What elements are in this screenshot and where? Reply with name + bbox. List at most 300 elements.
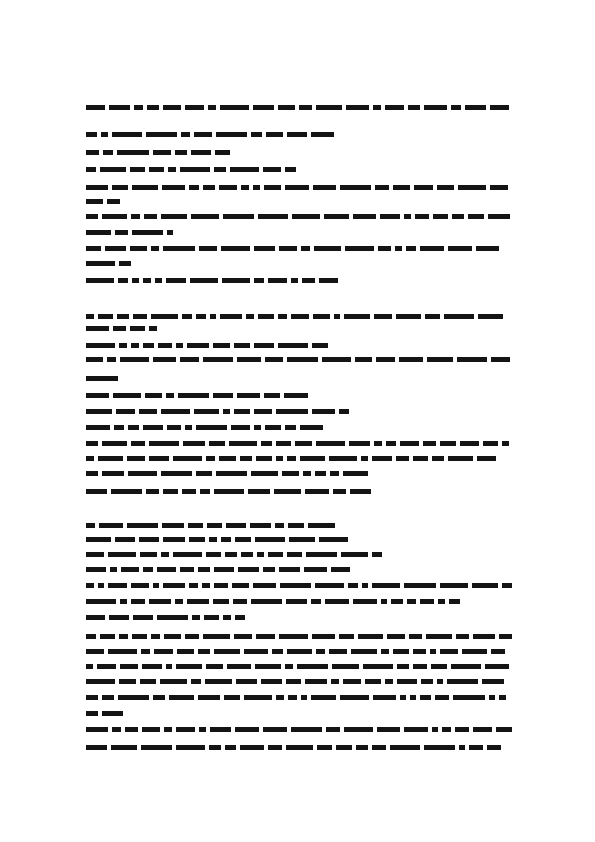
text-word xyxy=(285,167,296,172)
text-word xyxy=(157,615,188,620)
text-word xyxy=(203,185,215,190)
text-word xyxy=(140,552,157,557)
text-word xyxy=(448,456,473,461)
text-line xyxy=(86,710,128,716)
text-line xyxy=(86,694,510,700)
text-word xyxy=(86,199,103,204)
text-word xyxy=(291,314,309,319)
text-word xyxy=(333,489,346,494)
text-word xyxy=(302,278,315,283)
text-word xyxy=(334,314,340,319)
text-word xyxy=(491,649,505,654)
text-line xyxy=(86,470,372,476)
text-word xyxy=(276,441,291,446)
text-line xyxy=(86,392,308,398)
text-word xyxy=(244,649,268,654)
text-word xyxy=(276,409,308,414)
text-word xyxy=(143,567,153,572)
text-word xyxy=(265,357,283,362)
text-word xyxy=(421,679,433,684)
text-word xyxy=(233,599,247,604)
text-word xyxy=(111,489,142,494)
text-line xyxy=(86,424,326,430)
text-word xyxy=(404,727,428,732)
text-word xyxy=(107,199,120,204)
text-word xyxy=(372,552,382,557)
text-word xyxy=(427,357,453,362)
text-word xyxy=(181,132,190,137)
text-word xyxy=(350,489,371,494)
text-word xyxy=(113,326,126,331)
text-line xyxy=(86,648,508,654)
text-word xyxy=(128,471,157,476)
text-word xyxy=(261,679,282,684)
text-word xyxy=(132,278,139,283)
text-word xyxy=(153,695,165,700)
text-word xyxy=(485,664,509,669)
text-word xyxy=(140,679,156,684)
text-word xyxy=(274,489,301,494)
text-word xyxy=(112,132,142,137)
text-line xyxy=(86,663,512,669)
text-word xyxy=(213,393,233,398)
text-word xyxy=(316,105,342,110)
text-line xyxy=(86,455,508,461)
text-word xyxy=(435,695,449,700)
text-word xyxy=(86,214,98,219)
text-word xyxy=(254,409,272,414)
text-word xyxy=(86,393,109,398)
text-word xyxy=(216,471,247,476)
text-word xyxy=(482,679,504,684)
text-word xyxy=(316,441,345,446)
text-word xyxy=(185,105,204,110)
text-word xyxy=(133,314,147,319)
text-word xyxy=(255,664,281,669)
text-word xyxy=(420,599,434,604)
text-word xyxy=(380,214,400,219)
text-word xyxy=(232,583,249,588)
text-word xyxy=(287,456,296,461)
text-word xyxy=(343,679,361,684)
text-word xyxy=(395,246,402,251)
text-word xyxy=(153,150,171,155)
text-word xyxy=(180,357,199,362)
text-word xyxy=(285,185,309,190)
text-word xyxy=(142,727,160,732)
text-word xyxy=(407,599,416,604)
text-word xyxy=(86,246,101,251)
text-word xyxy=(86,261,115,266)
text-word xyxy=(237,393,260,398)
text-word xyxy=(219,185,237,190)
text-word xyxy=(308,523,335,528)
text-word xyxy=(166,278,186,283)
text-word xyxy=(235,615,245,620)
text-word xyxy=(250,523,271,528)
text-word xyxy=(254,425,261,430)
text-word xyxy=(288,695,297,700)
text-word xyxy=(86,664,93,669)
text-word xyxy=(110,567,117,572)
text-word xyxy=(127,456,145,461)
text-word xyxy=(301,695,307,700)
text-word xyxy=(462,649,487,654)
text-word xyxy=(192,615,200,620)
text-word xyxy=(413,649,426,654)
text-word xyxy=(311,695,336,700)
text-word xyxy=(163,246,195,251)
text-line xyxy=(86,440,512,446)
text-word xyxy=(291,278,298,283)
text-word xyxy=(117,314,129,319)
text-word xyxy=(284,393,308,398)
text-word xyxy=(312,343,328,348)
text-line xyxy=(86,149,240,155)
text-word xyxy=(472,583,498,588)
text-word xyxy=(315,583,344,588)
text-word xyxy=(153,583,159,588)
text-word xyxy=(437,679,443,684)
text-word xyxy=(86,425,110,430)
text-word xyxy=(285,425,296,430)
text-word xyxy=(86,745,107,750)
text-word xyxy=(209,537,217,542)
text-word xyxy=(132,634,147,639)
text-word xyxy=(336,745,352,750)
text-word xyxy=(100,634,115,639)
text-word xyxy=(425,314,440,319)
text-word xyxy=(376,357,395,362)
text-word xyxy=(101,132,108,137)
text-word xyxy=(258,314,274,319)
text-word xyxy=(393,185,410,190)
text-word xyxy=(109,615,129,620)
text-word xyxy=(396,314,421,319)
text-word xyxy=(455,727,469,732)
text-word xyxy=(115,537,135,542)
text-word xyxy=(420,695,431,700)
text-word xyxy=(183,441,205,446)
text-word xyxy=(149,167,164,172)
text-line xyxy=(86,229,184,235)
text-word xyxy=(414,185,433,190)
text-word xyxy=(133,615,153,620)
text-word xyxy=(331,679,339,684)
text-word xyxy=(182,489,196,494)
text-word xyxy=(291,727,322,732)
text-word xyxy=(231,425,250,430)
text-word xyxy=(103,150,113,155)
text-word xyxy=(431,664,447,669)
text-word xyxy=(215,150,230,155)
text-word xyxy=(248,489,270,494)
text-word xyxy=(276,695,284,700)
text-word xyxy=(144,214,157,219)
text-word xyxy=(286,599,307,604)
text-word xyxy=(158,343,172,348)
text-word xyxy=(440,583,468,588)
text-word xyxy=(432,456,444,461)
text-word xyxy=(254,278,264,283)
text-word xyxy=(465,105,486,110)
text-word xyxy=(442,727,451,732)
text-word xyxy=(329,456,357,461)
text-word xyxy=(456,634,469,639)
text-line xyxy=(86,213,510,219)
text-word xyxy=(458,185,486,190)
text-word xyxy=(306,552,337,557)
text-word xyxy=(460,441,479,446)
text-word xyxy=(86,649,104,654)
text-line xyxy=(86,166,296,172)
text-word xyxy=(86,552,104,557)
text-word xyxy=(198,567,210,572)
text-line xyxy=(86,325,158,331)
text-word xyxy=(227,664,251,669)
text-word xyxy=(303,471,311,476)
text-word xyxy=(222,278,250,283)
text-word xyxy=(316,649,325,654)
text-word xyxy=(344,314,370,319)
text-word xyxy=(131,599,145,604)
text-word xyxy=(141,745,172,750)
text-word xyxy=(86,489,107,494)
text-word xyxy=(385,105,404,110)
text-word xyxy=(130,326,145,331)
text-word xyxy=(223,409,230,414)
text-word xyxy=(286,745,313,750)
text-word xyxy=(397,664,409,669)
text-word xyxy=(220,105,249,110)
text-word xyxy=(209,441,225,446)
text-word xyxy=(176,343,183,348)
text-word xyxy=(98,456,123,461)
text-word xyxy=(312,409,335,414)
text-word xyxy=(86,326,109,331)
text-word xyxy=(399,357,423,362)
text-word xyxy=(145,393,162,398)
text-word xyxy=(162,185,185,190)
text-word xyxy=(491,357,510,362)
text-word xyxy=(313,185,336,190)
text-word xyxy=(314,246,341,251)
text-word xyxy=(164,727,172,732)
text-word xyxy=(175,150,187,155)
text-word xyxy=(275,523,284,528)
text-word xyxy=(285,664,293,669)
text-word xyxy=(287,132,307,137)
text-line xyxy=(86,408,356,414)
text-word xyxy=(99,523,123,528)
text-word xyxy=(289,537,315,542)
text-word xyxy=(440,649,458,654)
text-word xyxy=(286,679,301,684)
text-word xyxy=(153,357,176,362)
text-word xyxy=(131,214,140,219)
text-word xyxy=(299,105,312,110)
text-word xyxy=(235,537,251,542)
text-word xyxy=(234,343,250,348)
text-word xyxy=(206,664,223,669)
text-line xyxy=(86,313,512,319)
text-word xyxy=(102,711,123,716)
text-word xyxy=(173,552,202,557)
text-word xyxy=(348,583,358,588)
text-word xyxy=(221,537,231,542)
text-word xyxy=(224,695,240,700)
text-word xyxy=(490,105,509,110)
text-word xyxy=(258,214,288,219)
text-word xyxy=(160,679,187,684)
text-word xyxy=(278,105,295,110)
text-word xyxy=(205,679,232,684)
text-line xyxy=(86,198,130,204)
text-word xyxy=(200,489,210,494)
text-word xyxy=(166,664,172,669)
text-line xyxy=(86,566,350,572)
text-word xyxy=(187,343,209,348)
text-word xyxy=(102,214,127,219)
text-word xyxy=(178,393,209,398)
text-word xyxy=(332,664,359,669)
text-word xyxy=(282,471,299,476)
text-word xyxy=(98,314,113,319)
text-word xyxy=(204,615,219,620)
text-word xyxy=(300,425,323,430)
text-word xyxy=(400,441,419,446)
text-line xyxy=(86,598,460,604)
text-word xyxy=(134,105,143,110)
text-word xyxy=(329,649,347,654)
text-line xyxy=(86,678,512,684)
text-word xyxy=(344,727,373,732)
text-word xyxy=(139,409,157,414)
text-word xyxy=(86,343,115,348)
text-word xyxy=(151,314,178,319)
text-word xyxy=(490,185,508,190)
text-word xyxy=(191,214,219,219)
text-word xyxy=(188,523,203,528)
text-word xyxy=(86,441,98,446)
text-word xyxy=(440,441,456,446)
text-word xyxy=(241,552,253,557)
text-word xyxy=(86,376,118,381)
text-word xyxy=(86,185,108,190)
text-word xyxy=(118,278,128,283)
text-line xyxy=(86,582,512,588)
text-word xyxy=(237,357,261,362)
text-word xyxy=(109,105,130,110)
text-word xyxy=(189,537,205,542)
text-word xyxy=(381,649,389,654)
text-word xyxy=(132,230,163,235)
text-word xyxy=(214,489,244,494)
text-word xyxy=(86,679,115,684)
text-word xyxy=(502,441,509,446)
text-word xyxy=(349,441,370,446)
text-word xyxy=(223,615,231,620)
text-word xyxy=(373,105,381,110)
text-word xyxy=(221,246,250,251)
text-word xyxy=(400,695,406,700)
text-word xyxy=(292,214,320,219)
text-word xyxy=(131,441,145,446)
text-word xyxy=(121,567,139,572)
text-word xyxy=(161,409,190,414)
text-word xyxy=(374,314,392,319)
text-word xyxy=(488,214,510,219)
text-word xyxy=(378,246,391,251)
text-word xyxy=(251,132,262,137)
text-word xyxy=(263,567,275,572)
text-word xyxy=(210,314,216,319)
text-word xyxy=(199,246,217,251)
text-word xyxy=(149,441,179,446)
text-word xyxy=(86,523,95,528)
text-word xyxy=(257,552,264,557)
text-word xyxy=(118,695,149,700)
text-word xyxy=(278,314,287,319)
text-word xyxy=(207,523,222,528)
text-word xyxy=(185,425,192,430)
text-word xyxy=(251,599,282,604)
text-word xyxy=(287,357,318,362)
text-word xyxy=(385,679,393,684)
text-word xyxy=(343,471,368,476)
text-word xyxy=(223,214,254,219)
text-word xyxy=(146,489,159,494)
text-word xyxy=(147,105,159,110)
text-word xyxy=(432,727,438,732)
text-word xyxy=(317,745,332,750)
text-word xyxy=(244,695,272,700)
text-word xyxy=(102,441,127,446)
text-word xyxy=(86,132,97,137)
text-word xyxy=(330,471,339,476)
text-word xyxy=(119,634,128,639)
text-word xyxy=(128,425,139,430)
text-word xyxy=(86,456,94,461)
text-word xyxy=(340,695,369,700)
text-word xyxy=(253,105,274,110)
text-word xyxy=(452,214,464,219)
text-word xyxy=(272,649,283,654)
text-word xyxy=(423,441,436,446)
text-word xyxy=(194,409,219,414)
text-word xyxy=(353,214,376,219)
text-word xyxy=(169,695,194,700)
text-word xyxy=(226,523,246,528)
text-word xyxy=(325,599,349,604)
text-line xyxy=(86,184,512,190)
text-word xyxy=(311,132,334,137)
text-word xyxy=(116,409,135,414)
text-word xyxy=(86,278,114,283)
text-word xyxy=(362,583,368,588)
text-word xyxy=(279,634,308,639)
text-word xyxy=(413,456,428,461)
text-word xyxy=(112,727,121,732)
text-word xyxy=(390,745,420,750)
text-word xyxy=(141,649,150,654)
text-word xyxy=(365,679,381,684)
text-word xyxy=(322,357,351,362)
text-word xyxy=(176,727,195,732)
text-word xyxy=(86,230,111,235)
text-word xyxy=(254,246,275,251)
text-line xyxy=(86,522,338,528)
